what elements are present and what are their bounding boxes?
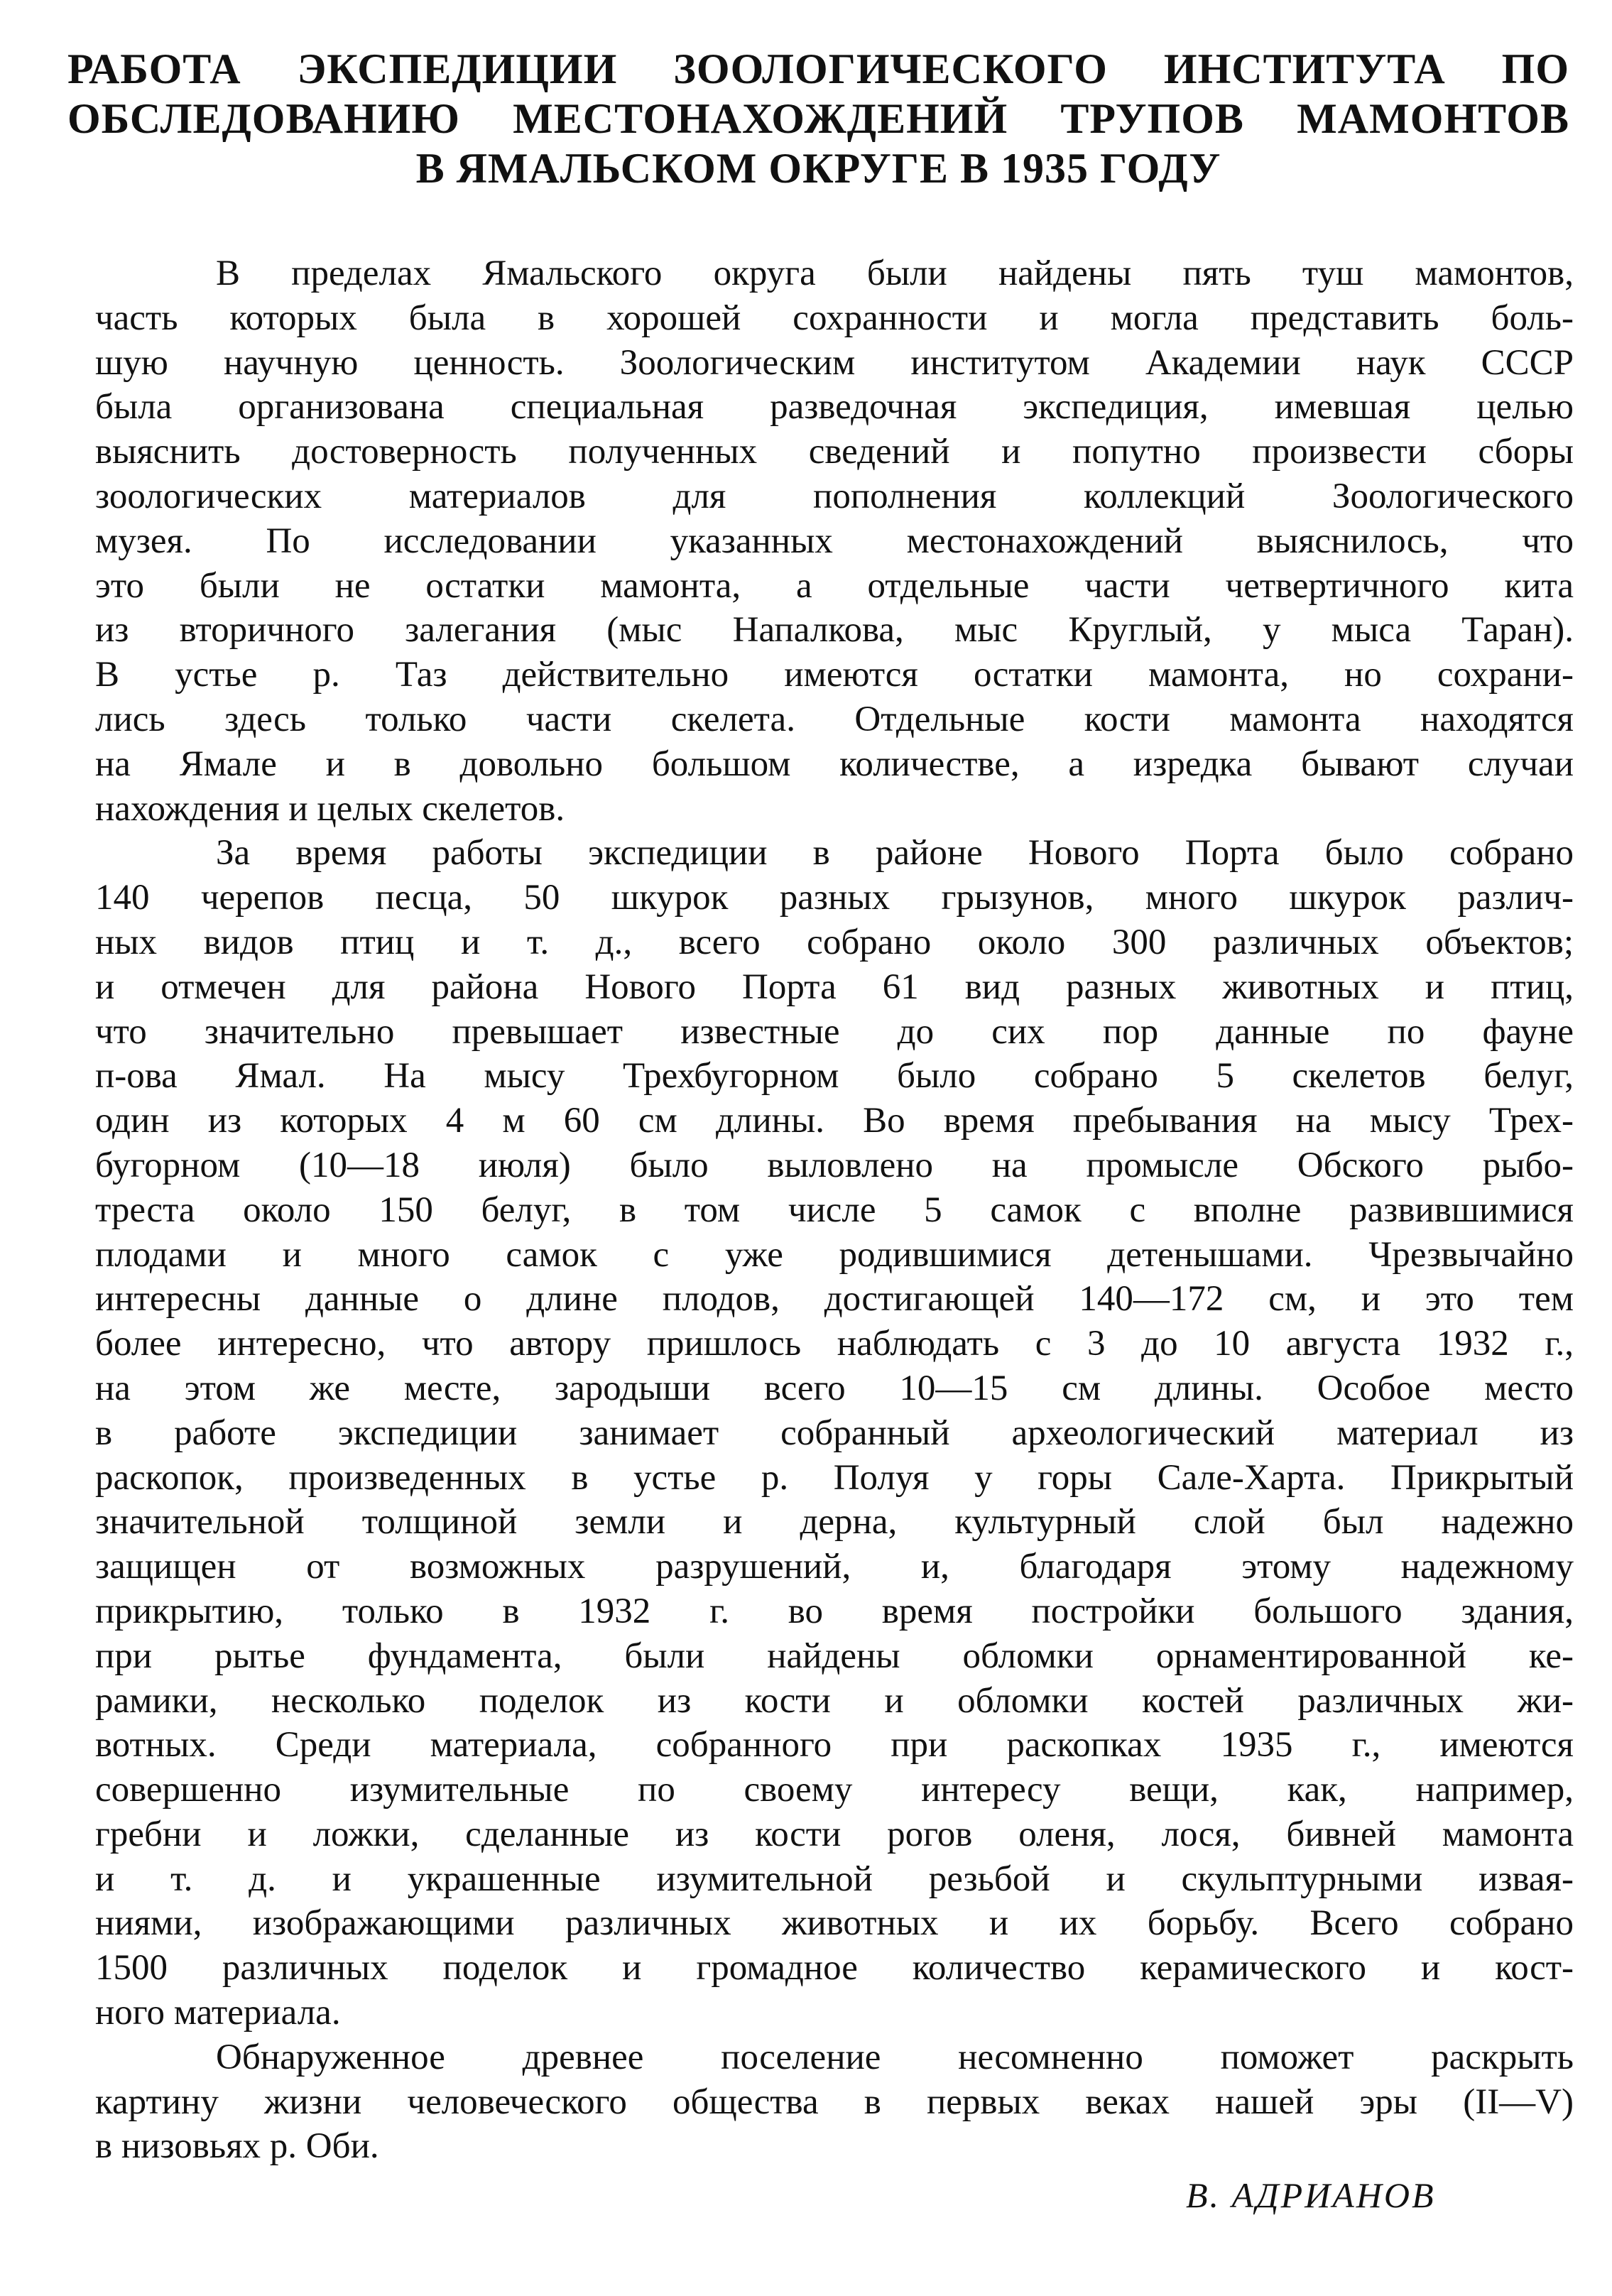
article-body xyxy=(95,251,1574,2169)
text-line: 1500 различных поделок и громадное количество керамического и кост- xyxy=(95,1948,1574,1988)
text-line: В пределах Ямальского округа были найдены пять туш мамонтов, xyxy=(216,254,1574,293)
text-line: ниями, изображающими различных животных и их борьбу. Всего собрано xyxy=(95,1903,1574,1944)
text-line: гребни и ложки, сделанные из кости рогов оленя, лося, бивней мамонта xyxy=(95,1814,1574,1854)
title-line: ОБСЛЕДОВАНИЮ МЕСТОНАХОЖДЕНИЙ ТРУПОВ МАМОНТОВ xyxy=(67,95,1569,142)
text-line: в работе экспедиции занимает собранный археологический материал из xyxy=(95,1413,1574,1453)
text-line: интересны данные о длине плодов, достигающей 140—172 см, и это тем xyxy=(95,1279,1574,1320)
author-signature: В. АДРИАНОВ xyxy=(1186,2175,1436,2215)
text-line: была организована специальная разведочная экспедиция, имевшая целью xyxy=(95,387,1574,428)
text-line: шую научную ценность. Зоологическим институтом Академии наук СССР xyxy=(95,342,1574,383)
text-line: картину жизни человеческого общества в первых веках нашей эры (II—V) xyxy=(95,2082,1574,2122)
text-line: ных видов птиц и т. д., всего собрано около 300 различных объектов; xyxy=(95,922,1574,962)
text-line: один из которых 4 м 60 см длины. Во время пребывания на мысу Трех- xyxy=(95,1101,1574,1141)
text-line: выяснить достоверность полученных сведений и попутно произвести сборы xyxy=(95,432,1574,472)
text-line: из вторичного залегания (мыс Напалкова, мыс Круглый, у мыса Таран). xyxy=(95,610,1574,651)
text-line: треста около 150 белуг, в том числе 5 самок с вполне развившимися xyxy=(95,1190,1574,1230)
text-line: прикрытию, только в 1932 г. во время постройки большого здания, xyxy=(95,1591,1574,1631)
text-line: в низовьях р. Оби. xyxy=(95,2126,379,2167)
text-line: более интересно, что автору пришлось наблюдать с 3 до 10 августа 1932 г., xyxy=(95,1324,1574,1364)
text-line: значительной толщиной земли и дерна, культурный слой был надежно xyxy=(95,1502,1574,1543)
text-line: вотных. Среди материала, собранного при раскопках 1935 г., имеются xyxy=(95,1725,1574,1765)
article-title xyxy=(67,44,1569,193)
text-line: 140 черепов песца, 50 шкурок разных грызунов, много шкурок различ- xyxy=(95,878,1574,918)
text-line: на этом же месте, зародыши всего 10—15 см длины. Особое место xyxy=(95,1368,1574,1408)
text-line: часть которых была в хорошей сохранности и могла представить боль- xyxy=(95,298,1574,338)
text-line: плодами и много самок с уже родившимися детенышами. Чрезвычайно xyxy=(95,1234,1574,1275)
text-line: защищен от возможных разрушений, и, благодаря этому надежному xyxy=(95,1547,1574,1587)
text-line: п-ова Ямал. На мысу Трехбугорном было собрано 5 скелетов белуг, xyxy=(95,1056,1574,1097)
text-line: рамики, несколько поделок из кости и обломки костей различных жи- xyxy=(95,1680,1574,1721)
text-line: и т. д. и украшенные изумительной резьбой и скульптурными извая- xyxy=(95,1859,1574,1899)
text-line: музея. По исследовании указанных местонахождений выяснилось, что xyxy=(95,521,1574,561)
text-line: бугорном (10—18 июля) было выловлено на промысле Обского рыбо- xyxy=(95,1145,1574,1185)
text-line: В устье р. Таз действительно имеются остатки мамонта, но сохрани- xyxy=(95,655,1574,695)
text-line: Обнаруженное древнее поселение несомненно поможет раскрыть xyxy=(216,2037,1574,2077)
text-line: ного материала. xyxy=(95,1993,341,2033)
text-line: на Ямале и в довольно большом количестве, а изредка бывают случаи xyxy=(95,744,1574,784)
text-line: зоологических материалов для пополнения коллекций Зоологического xyxy=(95,476,1574,516)
text-line: и отмечен для района Нового Порта 61 вид разных животных и птиц, xyxy=(95,967,1574,1007)
title-line: РАБОТА ЭКСПЕДИЦИИ ЗООЛОГИЧЕСКОГО ИНСТИТУТА ПО xyxy=(67,45,1569,92)
text-line: совершенно изумительные по своему интересу вещи, как, например, xyxy=(95,1770,1574,1810)
title-line: В ЯМАЛЬСКОМ ОКРУГЕ В 1935 ГОДУ xyxy=(415,145,1221,192)
text-line: это были не остатки мамонта, а отдельные части четвертичного кита xyxy=(95,565,1574,606)
text-line: что значительно превышает известные до сих пор данные по фауне xyxy=(95,1011,1574,1052)
text-line: нахождения и целых скелетов. xyxy=(95,788,565,829)
text-line: лись здесь только части скелета. Отдельные кости мамонта находятся xyxy=(95,699,1574,739)
text-line: раскопок, произведенных в устье р. Полуя у горы Сале-Харта. Прикрытый xyxy=(95,1457,1574,1498)
text-line: при рытье фундамента, были найдены обломки орнаментированной ке- xyxy=(95,1636,1574,1676)
text-line: За время работы экспедиции в районе Нового Порта было собрано xyxy=(216,833,1574,874)
